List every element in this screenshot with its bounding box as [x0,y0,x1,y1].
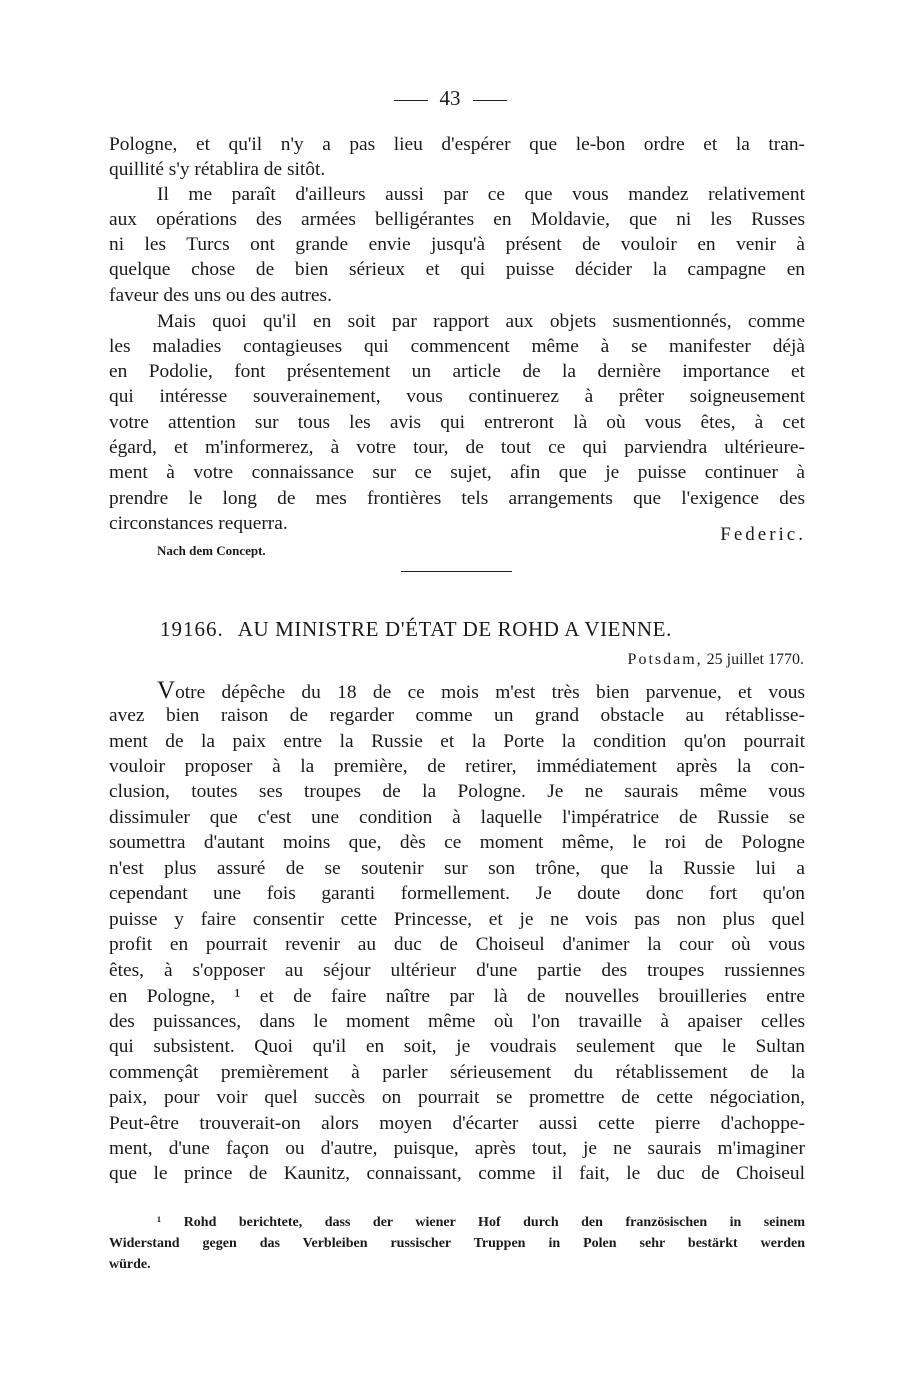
signature: Federic. [720,524,806,545]
text-line: circonstances requerra. [109,513,288,534]
text-line: Pologne, et qu'il n'y a pas lieu d'espérer que le-bon ordre et la tran- [109,134,805,155]
text-line: profit en pourrait revenir au duc de Choiseul d'animer la cour où vous [109,934,805,955]
text-line: en Pologne, ¹ et de faire naître par là de nouvelles brouilleries entre [109,986,805,1007]
text-line: puisse y faire consentir cette Princesse, et je ne vois pas non plus quel [109,909,805,930]
footnote-line: würde. [109,1257,151,1272]
text-line: égard, et m'informerez, à votre tour, de tout ce qui parviendra ultérieure- [109,437,805,458]
text-line: faveur des uns ou des autres. [109,285,332,306]
letter-heading [160,617,780,642]
date: 25 juillet 1770. [706,651,804,668]
page-number-value: 43 [439,86,461,110]
text-line: votre attention sur tous les avis qui entreront là où vous êtes, à cet [109,412,805,433]
text-line: clusion, toutes ses troupes de la Pologne. Je ne saurais même vous [109,781,805,802]
text-line: quillité s'y rétablira de sitôt. [109,159,326,180]
text-line: prendre le long de mes frontières tels arrangements que l'exigence des [109,488,805,509]
text-line: n'est plus assuré de se soutenir sur son trône, que la Russie lui a [109,858,805,879]
text-line: en Podolie, font présentement un article de la dernière importance et [109,361,805,382]
text-line: ment de la paix entre la Russie et la Porte la condition qu'on pourrait [109,731,805,752]
text-line: qui intéresse souverainement, vous continuerez à prêter soigneusement [109,386,805,407]
dash-right [473,100,507,101]
footnote-line: Widerstand gegen das Verbleiben russischer Truppen in Polen sehr bestärkt werden [109,1236,805,1251]
source-note: Nach dem Concept. [157,543,266,558]
text-line: ment, d'une façon ou d'autre, puisque, après tout, je ne saurais m'imaginer [109,1138,805,1159]
dash-left [394,100,428,101]
page-number [0,86,900,111]
text-line: paix, pour voir quel succès on pourrait se promettre de cette négociation, [109,1087,805,1108]
text-line: Il me paraît d'ailleurs aussi par ce que vous mandez relativement [157,184,805,205]
letter-title: AU MINISTRE D'ÉTAT DE ROHD A VIENNE. [237,617,672,641]
section-divider [401,571,512,572]
footnote-line: ¹ Rohd berichtete, dass der wiener Hof durch den französischen in seinem [157,1215,805,1230]
dropcap: V [157,677,176,704]
text-line: êtes, à s'opposer au séjour ultérieur d'une partie des troupes russiennes [109,960,805,981]
place-date [470,651,804,669]
text-line: les maladies contagieuses qui commencent même à se manifester déjà [109,336,805,357]
text-line: qui subsistent. Quoi qu'il en soit, je voudrais seulement que le Sultan [109,1036,805,1057]
text-line: quelque chose de bien sérieux et qui puisse décider la campagne en [109,259,805,280]
text-line: dissimuler que c'est une condition à laquelle l'impératrice de Russie se [109,807,805,828]
text-line-first [157,678,805,705]
text-line: que le prince de Kaunitz, connaissant, comme il fait, le duc de Choiseul [109,1163,805,1184]
place: Potsdam, [627,651,703,668]
text-line: ment à votre connaissance sur ce sujet, afin que je puisse continuer à [109,462,805,483]
text-line: aux opérations des armées belligérantes en Moldavie, que ni les Russes [109,209,805,230]
text-line: avez bien raison de regarder comme un grand obstacle au rétablisse- [109,705,805,726]
text-line: Peut-être trouverait-on alors moyen d'écarter aussi cette pierre d'achoppe- [109,1113,805,1134]
text-line: Mais quoi qu'il en soit par rapport aux objets susmentionnés, comme [157,311,805,332]
text-line-rest: otre dépêche du 18 de ce mois m'est très bien parvenue, et vous [175,682,805,703]
letter-number: 19166. [160,617,224,641]
text-line: des puissances, dans le moment même où l'on travaille à apaiser celles [109,1011,805,1032]
text-line: soumettra d'autant moins que, dès ce moment même, le roi de Pologne [109,832,805,853]
text-line: cependant une fois garanti formellement. Je doute donc fort qu'on [109,883,805,904]
text-line: commençât premièrement à parler sérieusement du rétablissement de la [109,1062,805,1083]
text-line: vouloir proposer à la première, de retirer, immédiatement après la con- [109,756,805,777]
text-line: ni les Turcs ont grande envie jusqu'à présent de vouloir en venir à [109,234,805,255]
